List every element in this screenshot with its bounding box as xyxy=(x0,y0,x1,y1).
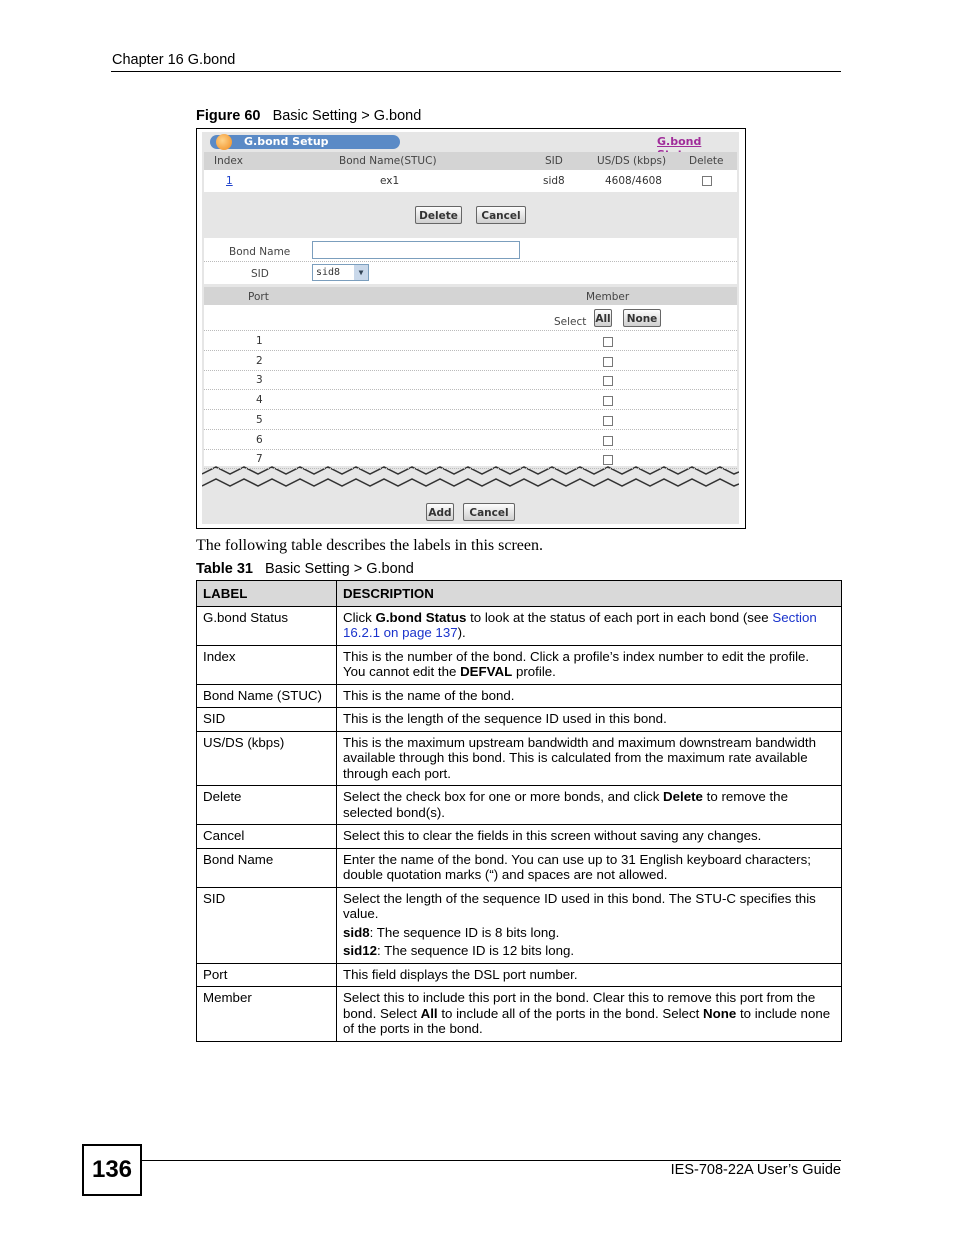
row-divider xyxy=(204,330,737,331)
port-number: 6 xyxy=(256,433,263,446)
description-column-header: DESCRIPTION xyxy=(337,581,842,607)
col-usds-header: US/DS (kbps) xyxy=(597,155,667,167)
description-text: Select the length of the sequence ID used in this bond. The STU-C specifies this value. xyxy=(343,890,816,921)
table-caption-text: Basic Setting > G.bond xyxy=(265,561,414,577)
setup-title: G.bond Setup xyxy=(244,135,329,148)
description-text: Click xyxy=(343,609,376,625)
table-row xyxy=(197,887,842,963)
row-label: Port xyxy=(197,963,337,987)
description-paragraph xyxy=(343,828,835,844)
row-label: Cancel xyxy=(197,825,337,849)
port-member-checkbox[interactable] xyxy=(603,337,613,347)
figure-caption xyxy=(196,108,421,124)
port-member-checkbox[interactable] xyxy=(603,376,613,386)
description-paragraph xyxy=(343,735,835,782)
col-bondname-header: Bond Name(STUC) xyxy=(339,155,437,167)
table-row xyxy=(197,963,842,987)
bond-name-input[interactable] xyxy=(312,241,520,259)
row-description xyxy=(337,987,842,1042)
description-bold: sid12 xyxy=(343,943,378,958)
port-row-divider xyxy=(204,389,737,390)
row-label: G.bond Status xyxy=(197,606,337,645)
form-divider xyxy=(204,261,737,262)
port-header: Port xyxy=(248,291,269,303)
description-bold: sid8 xyxy=(343,924,370,940)
table-row xyxy=(197,684,842,708)
port-row-divider xyxy=(204,449,737,450)
table-row xyxy=(197,825,842,849)
col-delete-header: Delete xyxy=(689,155,724,167)
table-row xyxy=(197,848,842,887)
description-text: Select the check box for one or more bonds, and click xyxy=(343,789,664,804)
select-all-button[interactable]: All xyxy=(594,309,612,327)
table-caption xyxy=(196,561,414,577)
footer-rule xyxy=(140,1160,841,1161)
description-text: to look at the status of each port in each bond (see xyxy=(466,609,773,625)
select-label: Select xyxy=(554,316,587,328)
figure-caption-label: Figure 60 xyxy=(196,108,261,124)
description-text: This is the name of the bond. xyxy=(343,687,515,703)
description-paragraph xyxy=(343,891,835,922)
col-sid-header: SID xyxy=(545,155,563,167)
row-label: Delete xyxy=(197,786,337,825)
row-description xyxy=(337,606,842,645)
row-description xyxy=(337,645,842,684)
description-text: This is the number of the bond. Click a profile’s index number to edit the profile. You cannot edit the xyxy=(343,648,810,679)
row-label: SID xyxy=(197,887,337,963)
port-row-divider xyxy=(204,429,737,430)
guide-title: IES-708-22A User’s Guide xyxy=(670,1162,841,1178)
row-label: Bond Name (STUC) xyxy=(197,684,337,708)
bond-delete-checkbox[interactable] xyxy=(702,176,712,186)
description-bold: G.bond Status xyxy=(375,609,467,625)
row-description xyxy=(337,848,842,887)
description-text: to remove the selected bond(s). xyxy=(343,789,788,820)
row-description xyxy=(337,684,842,708)
description-text: to include all of the ports in the bond. Select xyxy=(437,1005,703,1021)
port-number: 7 xyxy=(256,453,263,466)
sid-label: SID xyxy=(251,268,269,280)
delete-button[interactable]: Delete xyxy=(415,206,462,224)
description-text: : The sequence ID is 8 bits long. xyxy=(369,924,560,940)
row-description xyxy=(337,731,842,786)
bond-sid-cell: sid8 xyxy=(543,175,565,187)
description-paragraph xyxy=(343,688,835,704)
table-caption-label: Table 31 xyxy=(196,561,253,577)
row-description xyxy=(337,887,842,963)
port-member-checkbox[interactable] xyxy=(603,357,613,367)
gbond-status-link[interactable]: G.bond xyxy=(657,135,702,148)
table-row xyxy=(197,786,842,825)
member-header: Member xyxy=(586,291,630,303)
description-text: : The sequence ID is 12 bits long. xyxy=(377,943,575,958)
description-text: ). xyxy=(457,625,466,640)
port-row-divider xyxy=(204,370,737,371)
row-description xyxy=(337,786,842,825)
description-paragraph xyxy=(343,789,835,820)
label-column-header: LABEL xyxy=(197,581,337,607)
port-member-checkbox[interactable] xyxy=(603,436,613,446)
add-button[interactable]: Add xyxy=(426,503,454,521)
description-paragraph xyxy=(343,649,835,680)
description-text: Select this to clear the fields in this screen without saving any changes. xyxy=(343,828,762,843)
col-index-header: Index xyxy=(214,155,243,167)
row-label: SID xyxy=(197,708,337,732)
table-row xyxy=(197,645,842,684)
port-number: 4 xyxy=(256,394,263,407)
bond-name-label: Bond Name xyxy=(229,246,291,258)
table-header-row xyxy=(197,581,842,607)
row-label: Member xyxy=(197,987,337,1042)
port-row-divider xyxy=(204,350,737,351)
description-text: This is the maximum upstream bandwidth and maximum downstream bandwidth available through this bond. This is calculated from the maximum rate available through each port. xyxy=(343,734,816,781)
description-bold: All xyxy=(420,1005,438,1021)
intro-text: The following table describes the labels in this screen. xyxy=(196,537,544,554)
row-description xyxy=(337,825,842,849)
description-text: This field displays the DSL port number. xyxy=(343,966,578,982)
port-number: 2 xyxy=(256,354,263,367)
cut-zigzag xyxy=(202,466,739,500)
header-rule xyxy=(111,71,841,72)
port-member-checkbox[interactable] xyxy=(603,455,613,465)
description-paragraph xyxy=(343,925,835,941)
section-link[interactable]: Section 16.2.1 on page 137 xyxy=(343,609,817,640)
row-label: Index xyxy=(197,645,337,684)
description-bold: DEFVAL xyxy=(460,664,513,679)
port-number: 5 xyxy=(256,413,263,426)
cancel-button[interactable]: Cancel xyxy=(476,206,526,224)
table-row xyxy=(197,606,842,645)
gbond-setup-screenshot xyxy=(196,128,746,529)
description-bold: None xyxy=(703,1005,737,1021)
cancel-button-bottom[interactable]: Cancel xyxy=(463,503,515,521)
description-bold: Delete xyxy=(663,789,703,804)
table-row xyxy=(197,708,842,732)
label-description-table xyxy=(196,580,842,1042)
description-text: to include none of the ports in the bond. xyxy=(343,1005,831,1036)
port-row-divider xyxy=(204,409,737,410)
description-paragraph xyxy=(343,610,835,641)
bond-index-link[interactable]: 1 xyxy=(226,175,233,187)
row-description xyxy=(337,963,842,987)
row-description xyxy=(337,708,842,732)
row-label: Bond Name xyxy=(197,848,337,887)
port-member-checkbox[interactable] xyxy=(603,396,613,406)
description-text: This is the length of the sequence ID used in this bond. xyxy=(343,711,667,726)
port-number: 3 xyxy=(256,374,263,387)
table-row xyxy=(197,987,842,1042)
sid-select[interactable] xyxy=(312,264,369,281)
description-paragraph xyxy=(343,711,835,727)
setup-orb-icon xyxy=(216,134,232,150)
select-none-button[interactable]: None xyxy=(623,309,661,327)
figure-caption-text: Basic Setting > G.bond xyxy=(272,108,422,124)
chapter-header: Chapter 16 G.bond xyxy=(112,52,236,68)
page-number: 136 xyxy=(82,1144,142,1196)
description-text: Select this to include this port in the bond. Clear this to remove this port from the bond. Select xyxy=(343,990,816,1021)
description-paragraph xyxy=(343,990,835,1037)
description-text: profile. xyxy=(512,664,556,679)
description-paragraph xyxy=(343,852,835,883)
bond-usds-cell: 4608/4608 xyxy=(605,175,662,187)
bond-name-cell: ex1 xyxy=(380,175,400,187)
description-paragraph xyxy=(343,967,835,983)
chevron-down-icon[interactable]: ▼ xyxy=(354,265,368,280)
description-text: Enter the name of the bond. You can use up to 31 English keyboard characters; double quotation marks (“) and spaces are not allowed. xyxy=(343,851,811,882)
port-row-divider xyxy=(204,468,737,469)
port-member-checkbox[interactable] xyxy=(603,416,613,426)
sid-select-value: sid8 xyxy=(316,267,341,278)
port-header-band xyxy=(204,287,737,305)
table-row xyxy=(197,731,842,786)
description-paragraph xyxy=(343,943,835,959)
gbond-setup-panel xyxy=(202,132,739,524)
port-number: 1 xyxy=(256,335,263,347)
row-label: US/DS (kbps) xyxy=(197,731,337,786)
